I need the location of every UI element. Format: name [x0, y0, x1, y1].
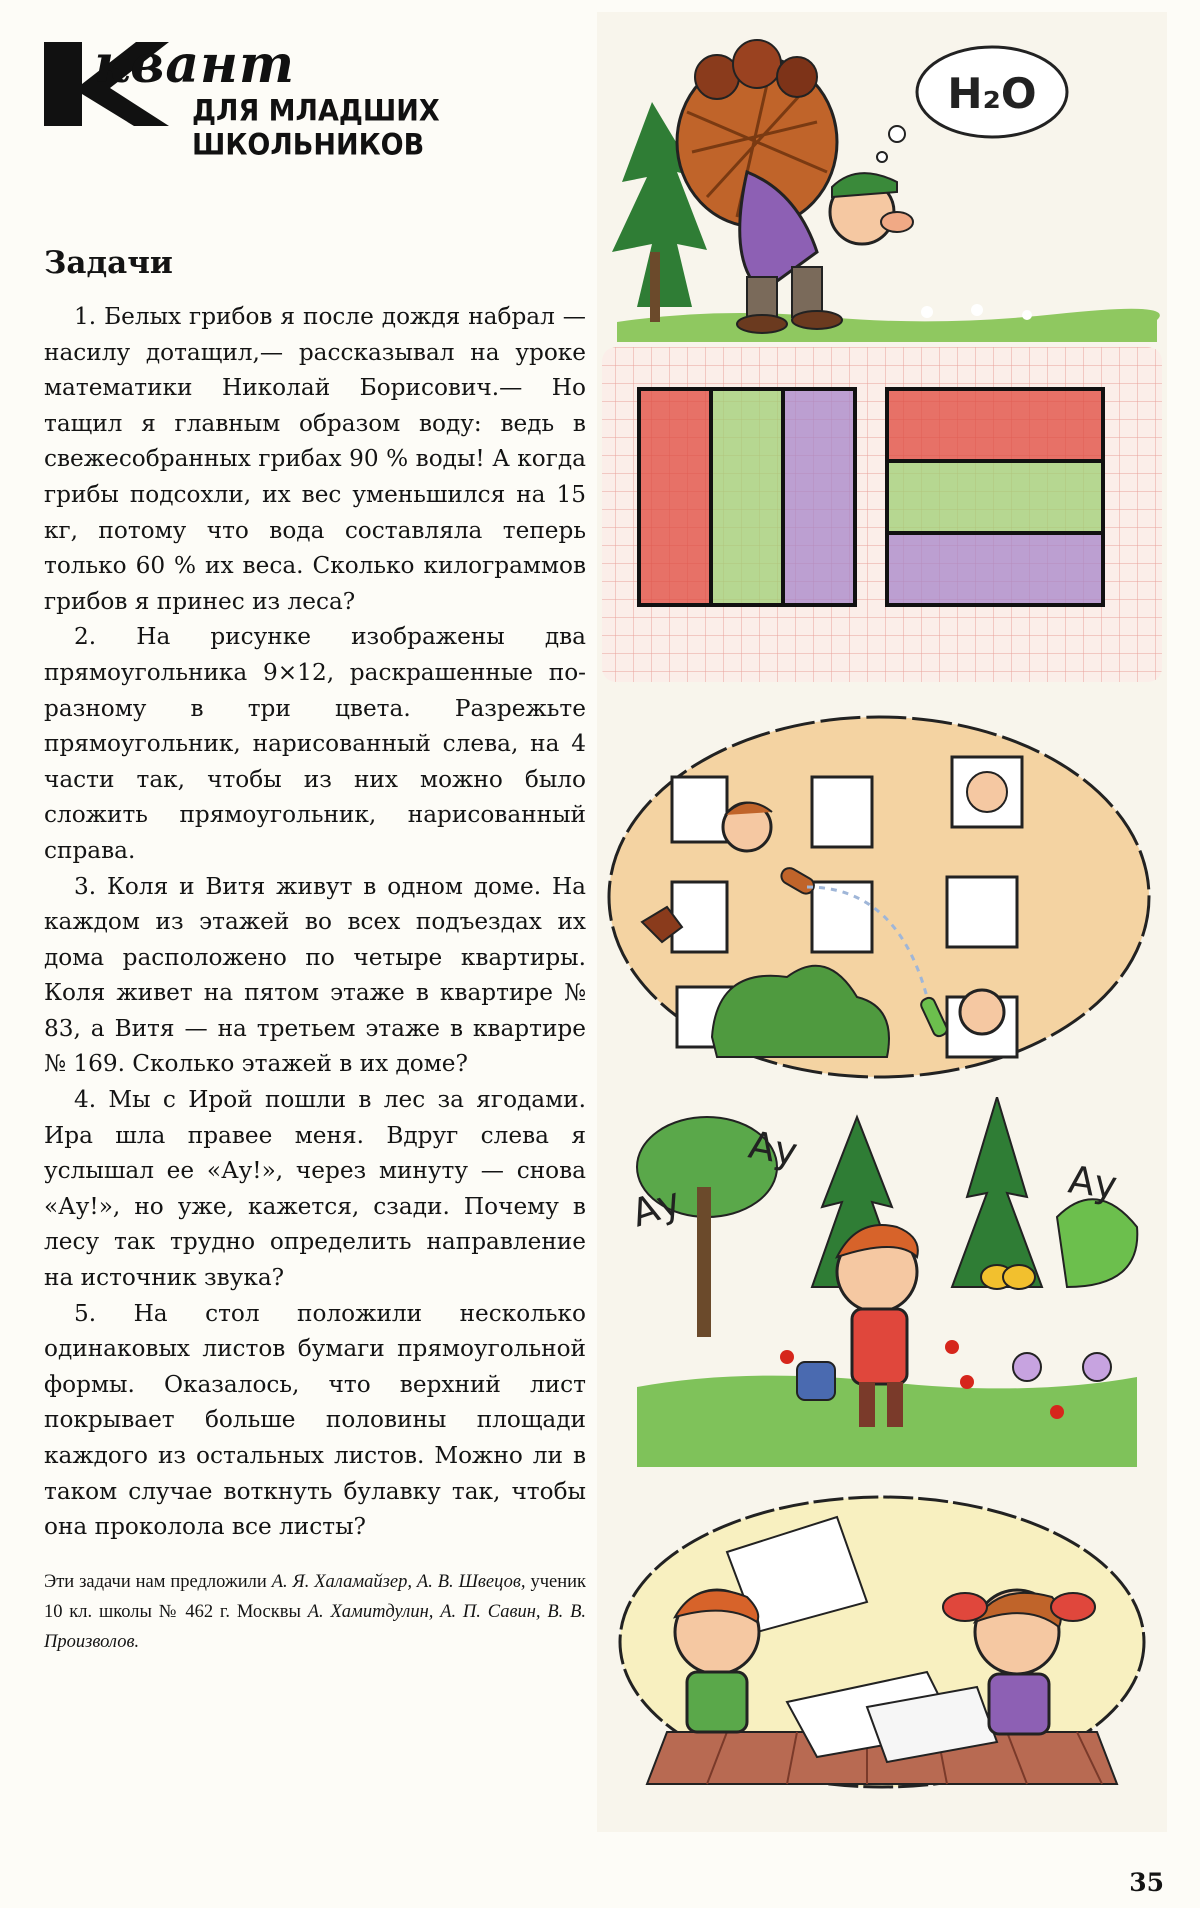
- left-rectangle: [639, 389, 855, 605]
- water-formula: H₂O: [947, 69, 1037, 118]
- illustration-apartment-building: [597, 707, 1167, 1092]
- illustration-paper-sheets: [597, 1492, 1167, 1792]
- masthead: [44, 34, 564, 163]
- right-rectangle: [887, 389, 1103, 605]
- illustration-forest: [597, 1097, 1167, 1467]
- author-name: А. В. Швецов,: [416, 1571, 526, 1592]
- author-name: В. В. Произволов.: [44, 1601, 587, 1652]
- page-number: 35: [1129, 1868, 1164, 1897]
- echo-text-left: Ау: [626, 1178, 686, 1236]
- echo-text-right: Ау: [1065, 1157, 1120, 1208]
- credits: Эти задачи нам предложили А. Я. Халамайзер, А. В. Швецов, ученик 10 кл. школы № 462 г. Москвы А. Хамитдулин, А. П. Савин, В. В. Произволов.: [44, 1571, 587, 1652]
- illustrations-column: [597, 12, 1167, 1832]
- illustration-rectangles: [597, 347, 1167, 682]
- echo-text-middle: Ау: [745, 1122, 801, 1175]
- problem-3: 3. Коля и Витя живут в одном доме. На каждом из этажей во всех подъездах их дома расположено по четыре квартиры. Коля живет на пятом этаже в квартире № 83, а Витя — на третьем этаже в квартире № 169. Сколько этажей в их доме?: [44, 872, 586, 1078]
- problem-4: 4. Мы с Ирой пошли в лес за ягодами. Ира шла правее меня. Вдруг слева я услышал ее «Ау!», через минуту — снова «Ау!», но уже, кажется, сзади. Почему в лесу так трудно определить направление на источник звука?: [44, 1086, 586, 1292]
- author-name: А. Хамитдулин,: [307, 1601, 434, 1622]
- problem-5: 5. На стол положили несколько одинаковых листов бумаги прямоугольной формы. Оказалось, что верхний лист покрывает больше половины площади каждого из остальных листов. Можно ли в таком случае воткнуть булавку так, чтобы она проколола все листы?: [44, 1299, 586, 1541]
- problem-2: 2. На рисунке изображены два прямоугольника 9×12, раскрашенные по-разному в три цвета. Разрежьте прямоугольник, нарисованный слева, на 4 части так, чтобы из них можно было сложить прямоугольник, нарисованный справа.: [44, 623, 586, 864]
- magazine-title: квант: [94, 34, 295, 95]
- illustration-mushroom-picker: [597, 22, 1167, 342]
- author-name: А. П. Савин,: [440, 1601, 541, 1622]
- section-title: Задачи: [44, 245, 173, 281]
- magazine-subtitle: ДЛЯ МЛАДШИХ ШКОЛЬНИКОВ: [192, 94, 440, 163]
- problem-1: 1. Белых грибов я после дождя набрал — насилу дотащил,— рассказывал на уроке математики Николай Борисович.— Но тащил я главным образом воду: ведь в свежесобранных грибах 90 % воды! А когда грибы подсохли, их вес уменьшился на 15 кг, потому что вода составляла теперь только 60 % их веса. Сколько килограммов грибов я принес из леса?: [44, 303, 586, 615]
- author-name: А. Я. Халамайзер,: [271, 1571, 412, 1592]
- problems-column: [44, 245, 586, 1657]
